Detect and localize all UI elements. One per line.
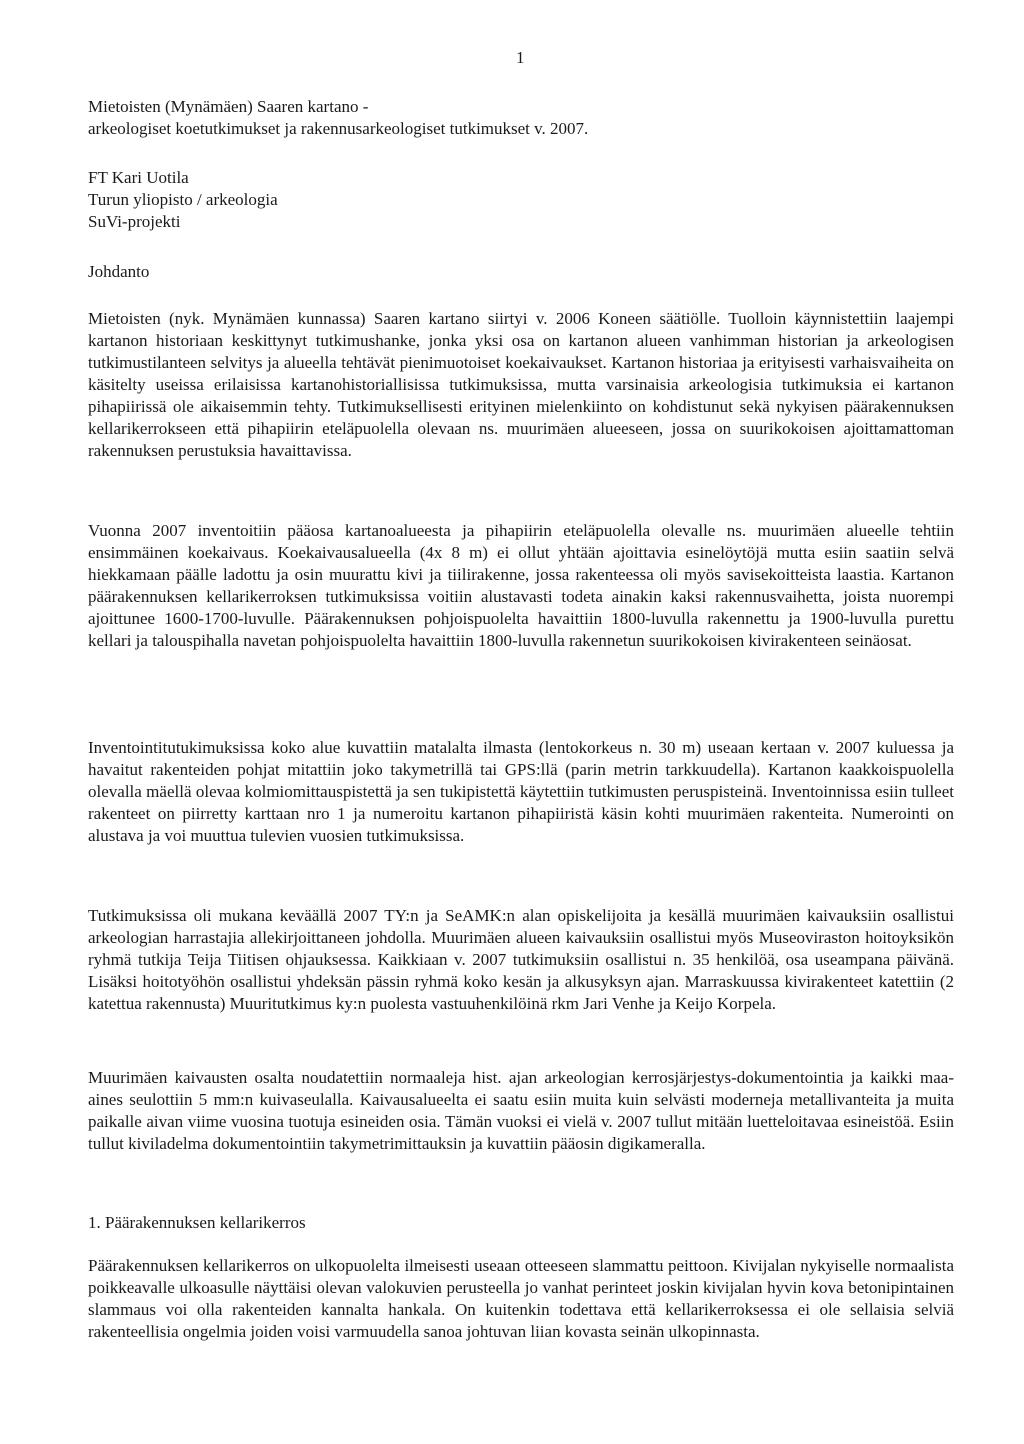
author-name: FT Kari Uotila — [88, 168, 189, 187]
paragraph-1: Mietoisten (nyk. Mynämäen kunnassa) Saaren kartano siirtyi v. 2006 Koneen säätiölle. Tuolloin käynnistettiin laajempi kartanon historiaan keskittynyt tutkimushanke, jonka yksi osa on kartanon alueen vanhimman historian ja arkeologisen tutkimustilanteen selvitys ja alueella tehtävät pienimuotoiset koekaivaukset. Kartanon historiaa ja erityisesti varhaisvaiheita on käsitelty useissa erilaisissa kartanohistoriallisissa tutkimuksissa, mutta varsinaisia arkeologisia tutkimuksia ei kartanon pihapiirissä ole aikaisemmin tehty. Tutkimuksellisesti erityinen mielenkiinto on kohdistunut sekä nykyisen päärakennuksen kellarikerrokseen että pihapiirin eteläpuolella olevaan ns. muurimäen alueeseen, jossa on suurikokoisen ajoittamattoman rakennuksen perustuksia havaittavissa. — [88, 309, 954, 460]
paragraph-5: Muurimäen kaivausten osalta noudatettiin normaaleja hist. ajan arkeologian kerrosjärjestys-dokumentointia ja kaikki maa-aines seulottiin 5 mm:n kuivaseulalla. Kaivausalueelta ei saatu esiin muita kuin selvästi moderneja metallivanteita ja muita paikalle aivan viime vuosina tuotuja esineiden osia. Tämän vuoksi ei vielä v. 2007 tullut mitään luetteloitavaa esineistöä. Esiin tullut kiviladelma dokumentointiin takymetrimittauksin ja kuvattiin pääosin digikameralla. — [88, 1068, 954, 1153]
author-block — [88, 167, 954, 233]
author-project: SuVi-projekti — [88, 212, 181, 231]
document-title — [88, 96, 954, 140]
paragraph-3: Inventointitutukimuksissa koko alue kuvattiin matalalta ilmasta (lentokorkeus n. 30 m) useaan kertaan v. 2007 kuluessa ja havaitut rakenteiden pohjat mitattiin joko takymetrillä tai GPS:llä (parin metrin tarkkuudella). Kartanon kaakkoispuolella olevalla mäellä olevaa kolmiomittauspistettä ja sen tukipistettä käytettiin tutkimusten peruspisteinä. Inventoinnissa esiin tulleet rakenteet on piirretty karttaan nro 1 ja numeroitu kartanon pihapiiristä käsin kohti muurimäen rakenteita. Numerointi on alustava ja voi muuttua tulevien vuosien tutkimuksissa. — [88, 738, 954, 845]
title-line-1: Mietoisten (Mynämäen) Saaren kartano - — [88, 97, 369, 116]
section-1-heading: 1. Päärakennuksen kellarikerros — [88, 1213, 306, 1232]
section-1-paragraph: Päärakennuksen kellarikerros on ulkopuolelta ilmeisesti useaan otteeseen slammattu peittoon. Kivijalan nykyiselle normaalista poikkeavalle ulkoasulle näyttäisi olevan valokuvien perusteella jo vanhat perinteet joskin kivijalan hyvin kova betonipintainen slammaus voi olla rakenteiden kannalta hankala. On kuitenkin todettava että kellarikerroksessa ei ole sellaisia selviä rakenteellisia ongelmia joiden voisi varmuudella sanoa johtuvan liian kovasta seinän ulkopinnasta. — [88, 1256, 954, 1341]
paragraph-4: Tutkimuksissa oli mukana keväällä 2007 TY:n ja SeAMK:n alan opiskelijoita ja kesällä muurimäen kaivauksiin osallistui arkeologian harrastajia allekirjoittaneen johdolla. Muurimäen alueen kaivauksiin osallistui myös Museoviraston hoitoyksikön ryhmä tutkija Teija Tiitisen ohjauksessa. Kaikkiaan v. 2007 tutkimuksiin osallistui n. 35 henkilöä, osa useampana päivänä. Lisäksi hoitotyöhön osallistui yhdeksän pässin ryhmä koko kesän ja alkusyksyn ajan. Marraskuussa kivirakenteet katettiin (2 katettua rakennusta) Muuritutkimus ky:n puolesta vastuuhenkilöinä rkm Jari Venhe ja Keijo Korpela. — [88, 906, 954, 1013]
intro-heading: Johdanto — [88, 262, 150, 281]
author-affiliation: Turun yliopisto / arkeologia — [88, 190, 278, 209]
paragraph-2: Vuonna 2007 inventoitiin pääosa kartanoalueesta ja pihapiirin eteläpuolella olevalle ns. muurimäen alueelle tehtiin ensimmäinen koekaivaus. Koekaivausalueella (4x 8 m) ei ollut yhtään ajoittavia esinelöytöjä mutta esiin saatiin selvä hiekkamaan päälle ladottu ja osin muurattu kivi ja tiilirakenne, jossa rakenteessa oli myös savisekoitteista laastia. Kartanon päärakennuksen kellarikerroksen tutkimuksissa voitiin alustavasti todeta ainakin kaksi rakennusvaihetta, joista nuorempi ajoittunee 1600-1700-luvulle. Päärakennuksen pohjoispuolelta havaittiin 1800-luvulla rakennettu ja 1900-luvulla purettu kellari ja talouspihalla navetan pohjoispuolelta havaittiin 1800-luvulla rakennetun suurikokoisen kivirakenteen seinäosat. — [88, 521, 954, 650]
page-number: 1 — [516, 48, 525, 67]
title-line-2: arkeologiset koetutkimukset ja rakennusarkeologiset tutkimukset v. 2007. — [88, 119, 589, 138]
